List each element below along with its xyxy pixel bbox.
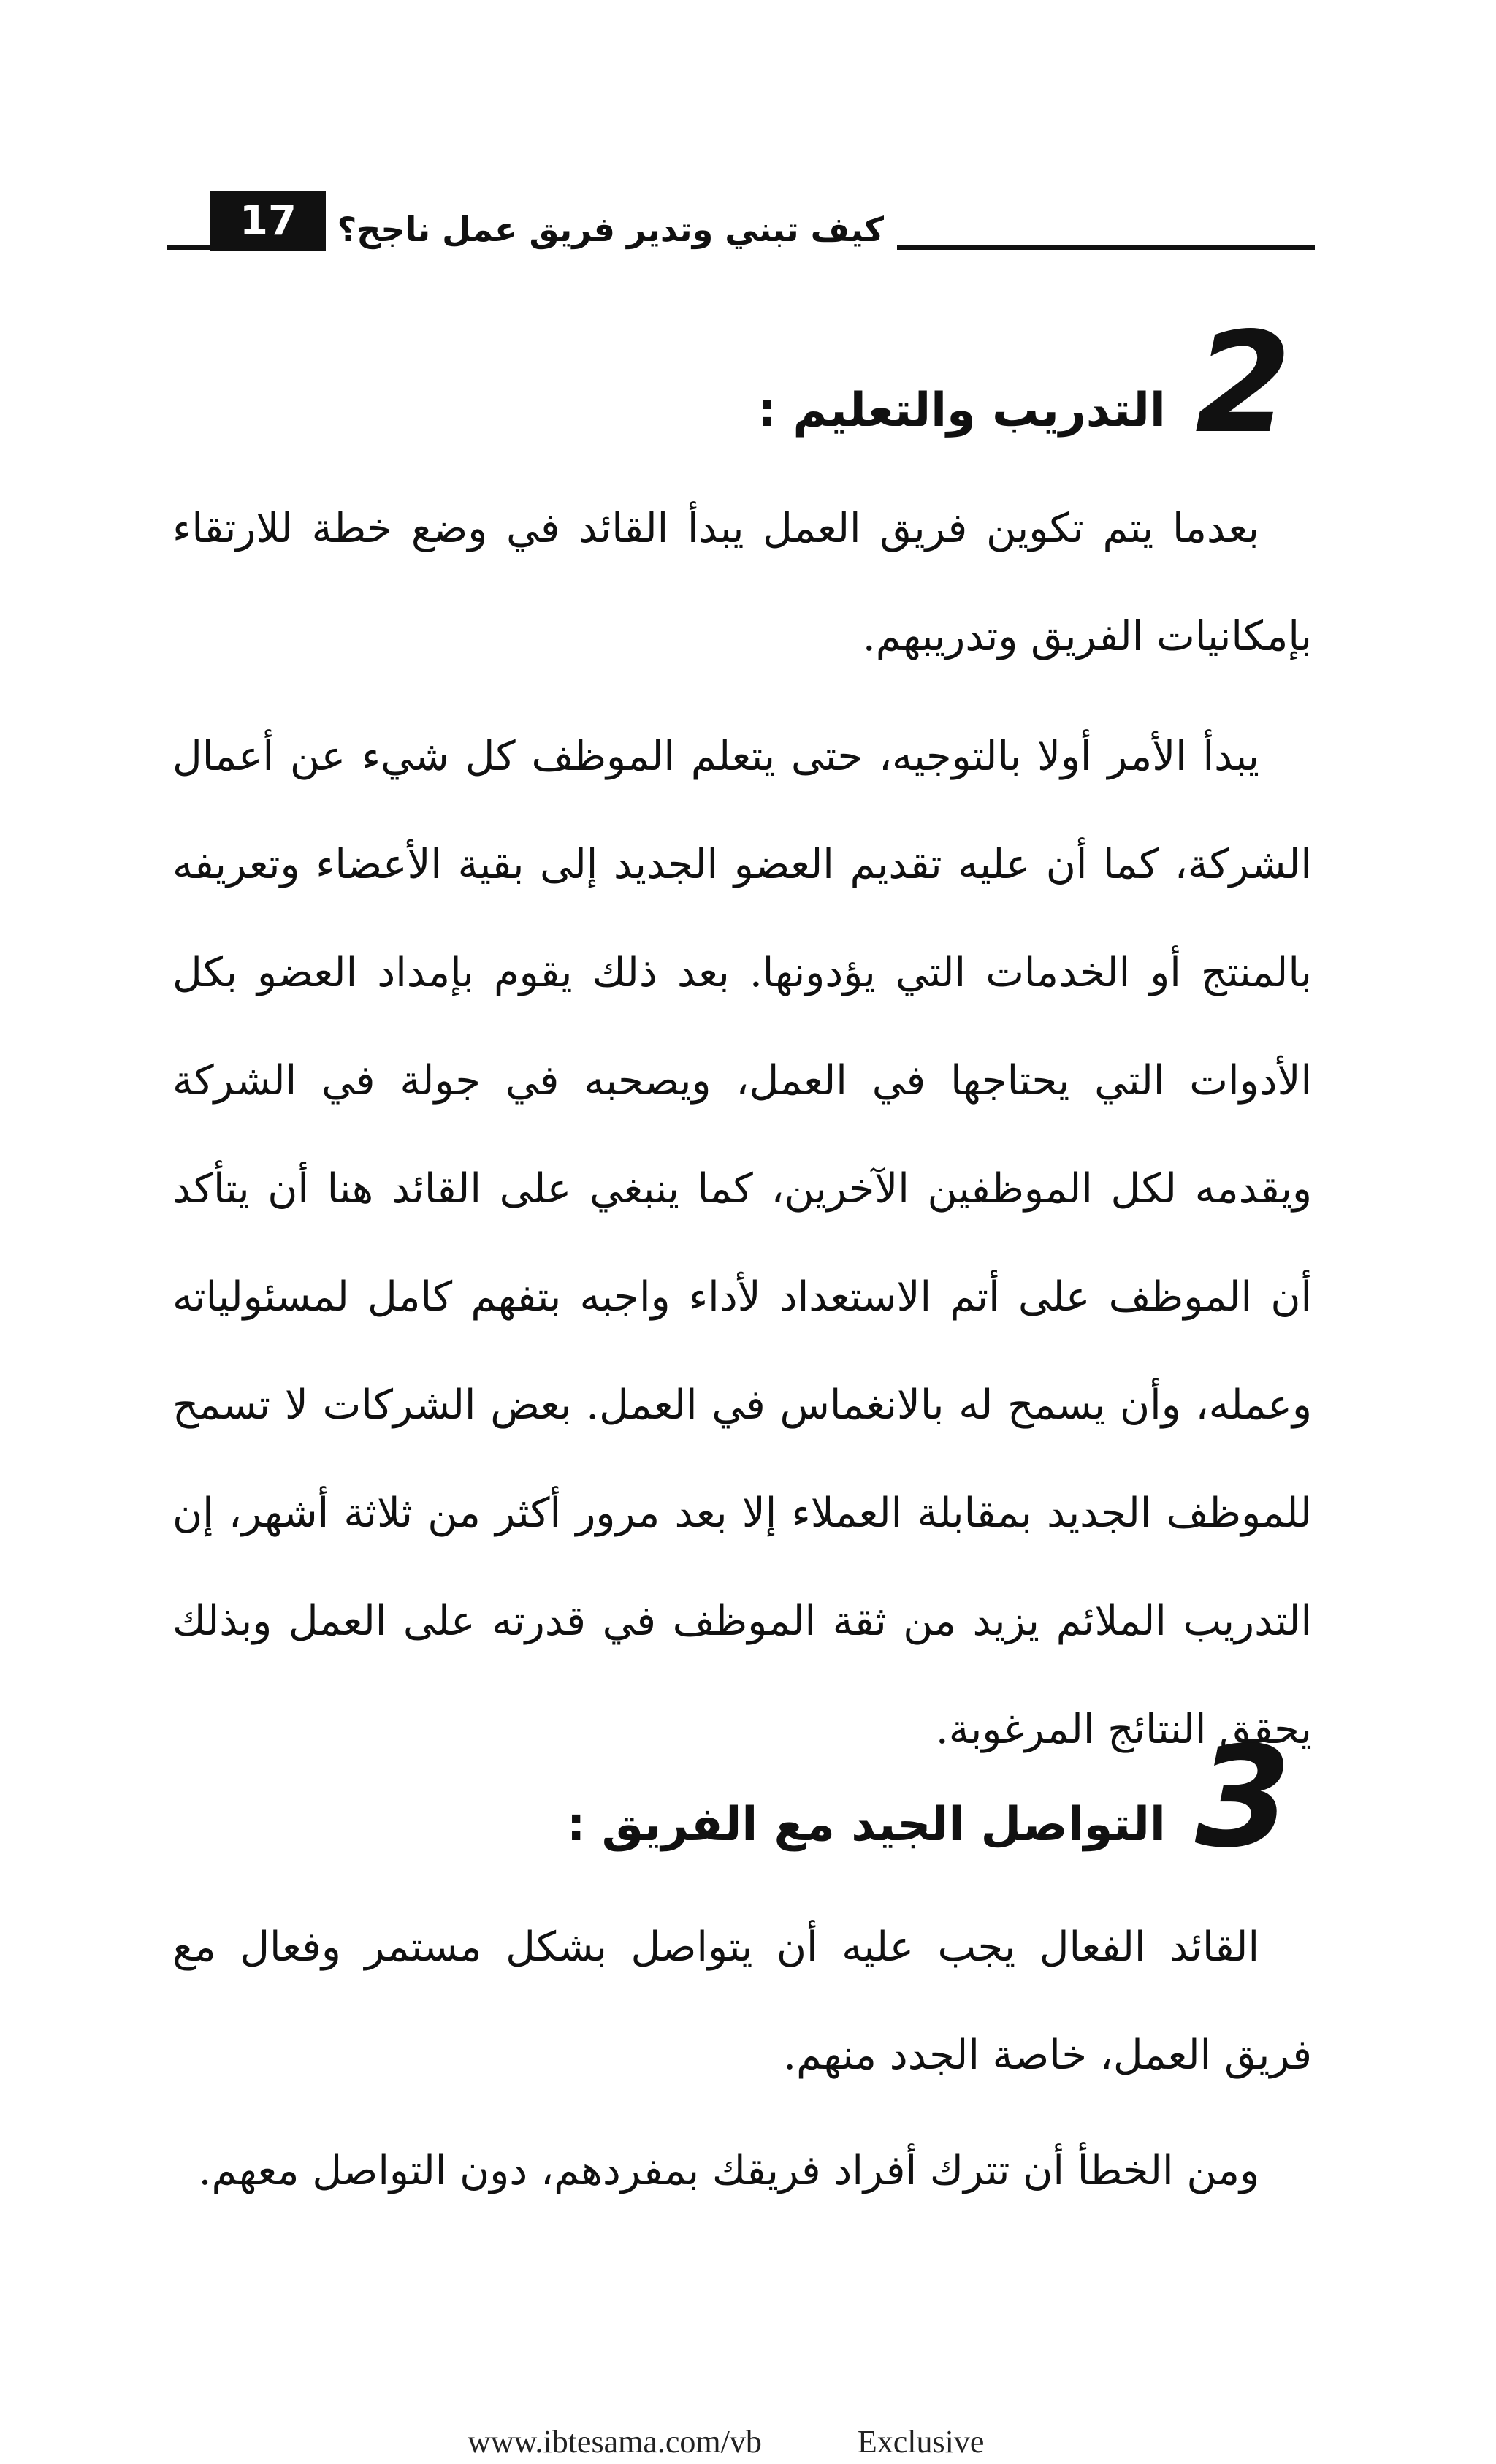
page-footer <box>468 2422 984 2462</box>
page-number-badge: 17 <box>210 191 326 251</box>
paragraph: يبدأ الأمر أولا بالتوجيه، حتى يتعلم الموظف كل شيء عن أعمال الشركة، كما أن عليه تقديم العضو الجديد إلى بقية الأعضاء وتعريفه بالمنتج أو الخدمات التي يؤدونها. بعد ذلك يقوم بإمداد العضو بكل الأدوات التي يحتاجها في العمل، ويصحبه في جولة في الشركة ويقدمه لكل الموظفين الآخرين، كما ينبغي على القائد هنا أن يتأكد أن الموظف على أتم الاستعداد لأداء واجبه بتفهم كامل لمسئولياته وعمله، وأن يسمح له بالانغماس في العمل. بعض الشركات لا تسمح للموظف الجديد بمقابلة العملاء إلا بعد مرور أكثر من ثلاثة أشهر، إن التدريب الملائم يزيد من ثقة الموظف في قدرته على العمل وبذلك يحقق النتائج المرغوبة. <box>172 733 1313 1753</box>
paragraph: القائد الفعال يجب عليه أن يتواصل بشكل مستمر وفعال مع فريق العمل، خاصة الجدد منهم. <box>172 1923 1312 2079</box>
header-rule-right <box>897 245 1315 250</box>
book-title: كيف تبني وتدير فريق عمل ناجح؟ <box>337 210 884 249</box>
section-heading-3 <box>566 1717 1291 1878</box>
section-heading-2 <box>757 302 1291 464</box>
section-number: 3 <box>1194 1717 1291 1878</box>
footer-tag: Exclusive <box>857 2424 985 2460</box>
footer-url: www.ibtesama.com/vb <box>468 2424 762 2460</box>
paragraph: بعدما يتم تكوين فريق العمل يبدأ القائد في وضع خطة للارتقاء بإمكانيات الفريق وتدريبهم. <box>172 505 1312 660</box>
paragraph: ومن الخطأ أن تترك أفراد فريقك بمفردهم، دون التواصل معهم. <box>198 2147 1259 2194</box>
running-header <box>167 191 1315 257</box>
section-title: التواصل الجيد مع الفريق : <box>566 1798 1166 1852</box>
section-number: 2 <box>1194 302 1291 464</box>
section-title: التدريب والتعليم : <box>757 384 1166 438</box>
